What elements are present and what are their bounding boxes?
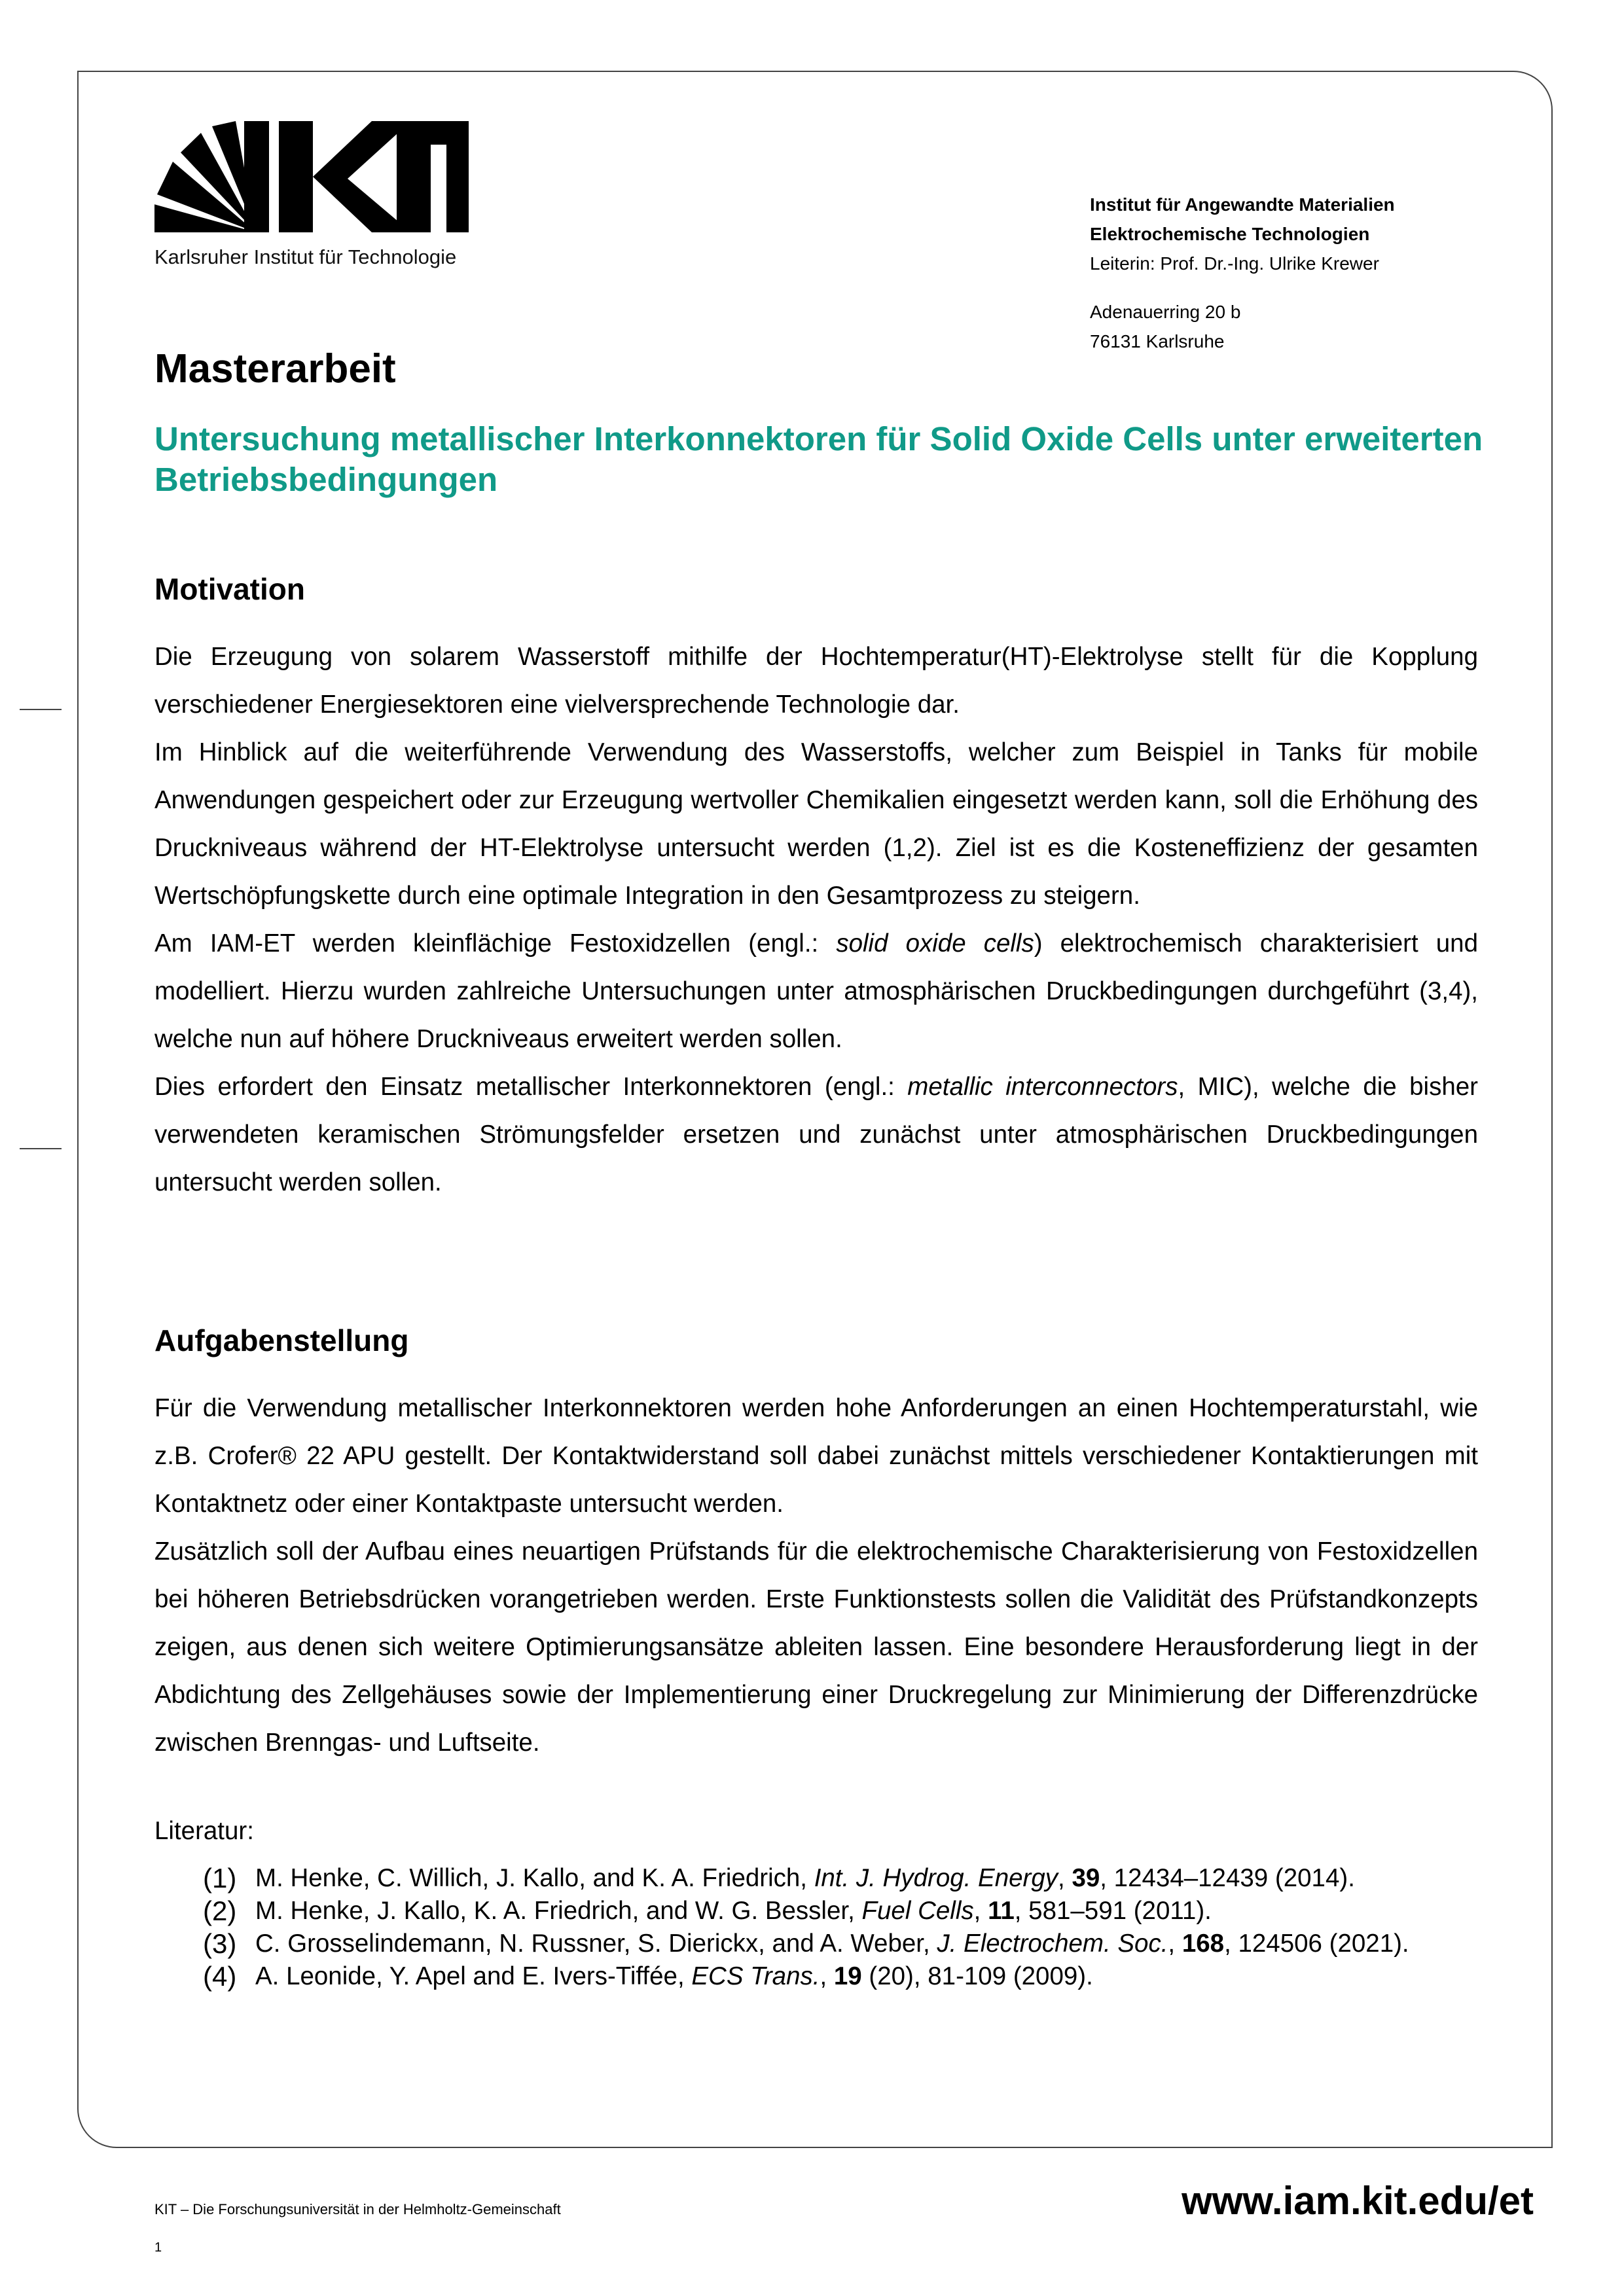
address-street: Adenauerring 20 b [1090, 302, 1241, 322]
institute-block [1090, 190, 1395, 356]
task-body [154, 1384, 1478, 1767]
motivation-paragraph: Im Hinblick auf die weiterführende Verwendung des Wasserstoffs, welcher zum Beispiel in Tanks für mobile Anwendungen gespeichert oder zur Erzeugung wertvoller Chemikalien eingesetzt werden kann, soll die Erhöhung des Druckniveaus während der HT-Elektrolyse untersucht werden (1,2). Ziel ist es die Kosteneffizienz der gesamten Wertschöpfungskette durch eine optimale Integration in den Gesamtprozess zu steigern. [154, 738, 1478, 910]
fold-mark [20, 709, 62, 710]
task-paragraph: Zusätzlich soll der Aufbau eines neuartigen Prüfstands für die elektrochemische Charakterisierung von Festoxidzellen bei höheren Betriebsdrücken vorangetrieben werden. Erste Funktionstests sollen die Validität des Prüfstandkonzepts zeigen, aus denen sich weitere Optimierungsansätze ableiten lassen. Eine besondere Herausforderung liegt in der Abdichtung des Zellgehäuses sowie der Implementierung einer Druckregelung zur Minimierung der Differenzdrücke zwischen Brenngas- und Luftseite. [154, 1537, 1478, 1757]
reference-item: (1) M. Henke, C. Willich, J. Kallo, and K. A. Friedrich, Int. J. Hydrog. Energy, 39, 12434–12439 (2014). [203, 1863, 1355, 1893]
task-heading: Aufgabenstellung [154, 1323, 409, 1357]
document-title: Untersuchung metallischer Interkonnektoren für Solid Oxide Cells unter erweiterten Betriebsbedingungen [154, 420, 1483, 498]
institute-name: Institut für Angewandte Materialien [1090, 194, 1395, 215]
motivation-body [154, 633, 1478, 1206]
reference-list [203, 1862, 1478, 1993]
reference-item: (4) A. Leonide, Y. Apel and E. Ivers-Tiffée, ECS Trans., 19 (20), 81-109 (2009). [203, 1961, 1093, 1992]
reference-item: (2) M. Henke, J. Kallo, K. A. Friedrich, and W. G. Bessler, Fuel Cells, 11, 581–591 (2011). [203, 1895, 1212, 1926]
logo-caption: Karlsruher Institut für Technologie [154, 245, 457, 268]
task-paragraph: Für die Verwendung metallischer Interkonnektoren werden hohe Anforderungen an einen Hochtemperaturstahl, wie z.B. Crofer® 22 APU gestellt. Der Kontaktwiderstand soll dabei zunächst mittels verschiedener Kontaktierungen mit Kontaktnetz oder einer Kontaktpaste untersucht werden. [154, 1394, 1478, 1518]
fold-mark [20, 1148, 62, 1149]
motivation-heading: Motivation [154, 572, 305, 606]
motivation-paragraph: Dies erfordert den Einsatz metallischer Interkonnektoren (engl.: metallic interconnectors, MIC), welche die bisher verwendeten keramischen Strömungsfelder ersetzen und zunächst unter atmosphärischen Druckbedingungen untersucht werden sollen. [154, 1073, 1478, 1196]
literature-label: Literatur: [154, 1817, 254, 1845]
footer-tagline: KIT – Die Forschungsuniversität in der Helmholtz-Gemeinschaft [154, 2201, 561, 2217]
footer-url-link[interactable]: www.iam.kit.edu/et [1182, 2179, 1534, 2223]
document-type: Masterarbeit [154, 346, 396, 391]
reference-item: (3) C. Grosselindemann, N. Russner, S. Dierickx, and A. Weber, J. Electrochem. Soc., 168, 124506 (2021). [203, 1928, 1409, 1959]
logo-wordmark: KIT [154, 121, 156, 122]
motivation-paragraph: Am IAM-ET werden kleinflächige Festoxidzellen (engl.: solid oxide cells) elektrochemisch charakterisiert und modelliert. Hierzu wurden zahlreiche Untersuchungen unter atmosphärischen Druckbedingungen durchgeführt (3,4), welche nun auf höhere Druckniveaus erweitert werden sollen. [154, 929, 1478, 1053]
motivation-paragraph: Die Erzeugung von solarem Wasserstoff mithilfe der Hochtemperatur(HT)-Elektrolyse stellt für die Kopplung verschiedener Energiesektoren eine vielversprechende Technologie dar. [154, 643, 1478, 719]
page-number: 1 [154, 2240, 162, 2255]
address-city: 76131 Karlsruhe [1090, 331, 1225, 351]
institute-head: Leiterin: Prof. Dr.-Ing. Ulrike Krewer [1090, 253, 1379, 274]
department-name: Elektrochemische Technologien [1090, 224, 1370, 244]
